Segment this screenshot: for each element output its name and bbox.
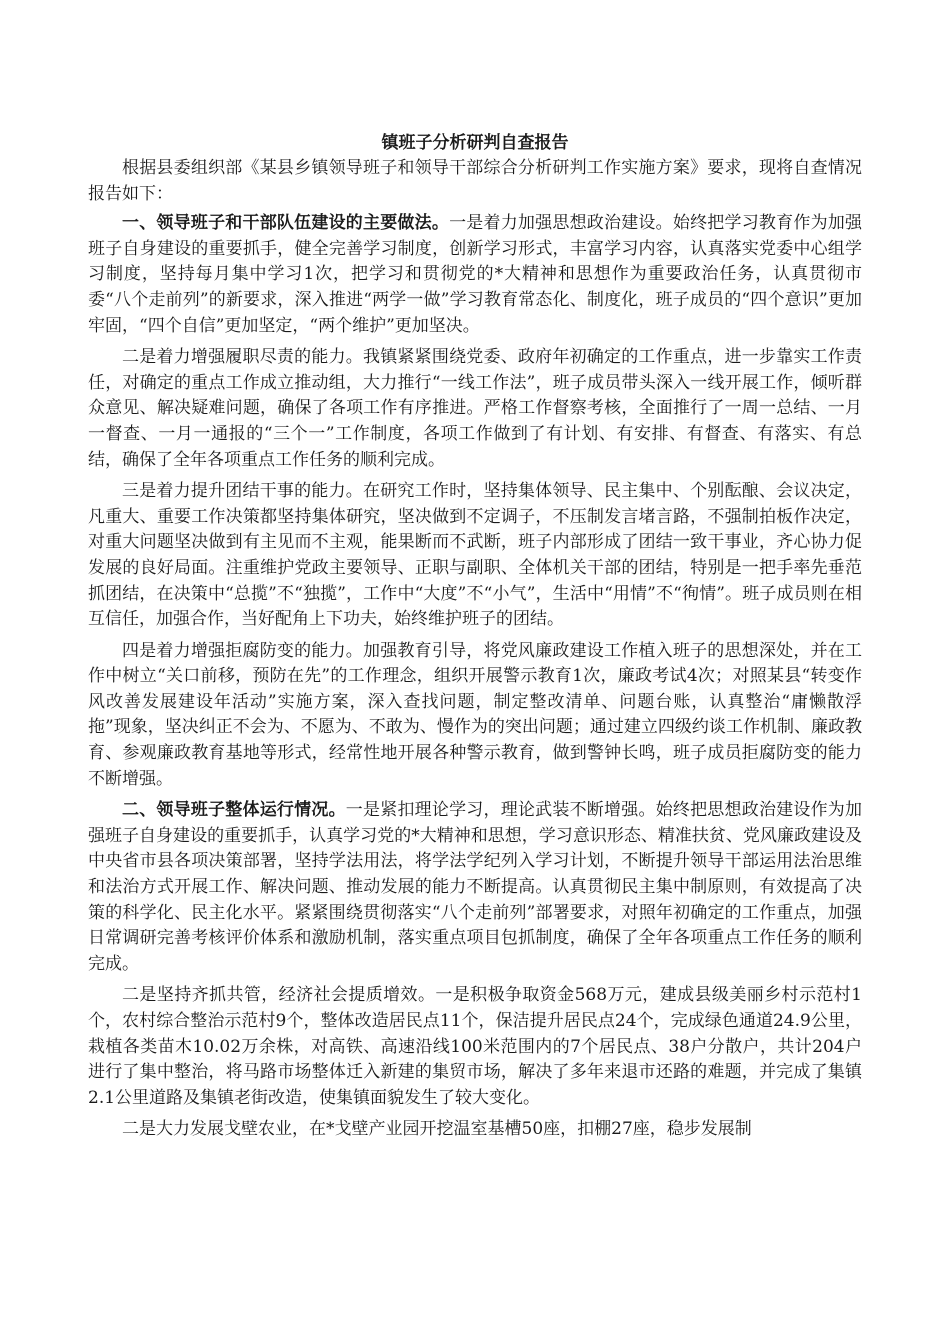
document-body bbox=[88, 130, 862, 1149]
section2-p1-text: 一是紧扣理论学习，理论武装不断增强。始终把思想政治建设作为加强班子自身建设的重要抓手，认真学习党的*大精神和思想，学习意识形态、精准扶贫、党风廉政建设及中央省市县各项决策部署，坚持学法用法，将学法学纪列入学习计划，不断提升领导干部运用法治思维和法治方式开展工作、解决问题、推动发展的能力不断提高。认真贯彻民主集中制原则，有效提高了决策的科学化、民主化水平。紧紧围绕贯彻落实“八个走前列”部署要求，对照年初确定的工作重点，加强日常调研完善考核评价体系和激励机制，落实重点项目包抓制度，确保了全年各项重点工作任务的顺利完成。 bbox=[88, 800, 863, 974]
section1-paragraph-1 bbox=[88, 211, 862, 339]
section1-p1-text: 一是着力加强思想政治建设。始终把学习教育作为加强班子自身建设的重要抓手，健全完善学习制度，创新学习形式，丰富学习内容，认真落实党委中心组学习制度，坚持每月集中学习1次，把学习和贯彻党的*大精神和思想作为重要政治任务，认真贯彻市委“八个走前列”的新要求，深入推进“两学一做”学习教育常态化、制度化，班子成员的“四个意识”更加牢固，“四个自信”更加坚定，“两个维护”更加坚决。 bbox=[88, 213, 863, 336]
section1-paragraph-4: 四是着力增强拒腐防变的能力。加强教育引导，将党风廉政建设工作植入班子的思想深处，并在工作中树立“关口前移，预防在先”的工作理念，组织开展警示教育1次，廉政考试4次；对照某县“转变作风改善发展建设年活动”实施方案，深入查找问题，制定整改清单、问题台账，认真整治“庸懒散浮拖”现象，坚决纠正不会为、不愿为、不敢为、慢作为的突出问题；通过建立四级约谈工作机制、廉政教育、参观廉政教育基地等形式，经常性地开展各种警示教育，做到警钟长鸣，班子成员拒腐防变的能力不断增强。 bbox=[88, 640, 862, 789]
section2-paragraph-1 bbox=[88, 798, 862, 977]
section2-paragraph-2: 二是坚持齐抓共管，经济社会提质增效。一是积极争取资金568万元，建成县级美丽乡村示范村1个，农村综合整治示范村9个，整体改造居民点11个，保洁提升居民点24个，完成绿色通道24.9公里，栽植各类苗木10.02万余株，对高铁、高速沿线100米范围内的7个居民点、38户分散户，共计204户进行了集中整治，将马路市场整体迁入新建的集贸市场，解决了多年来退市还路的难题，并完成了集镇2.1公里道路及集镇老街改造，使集镇面貌发生了较大变化。 bbox=[88, 985, 862, 1108]
document-title: 镇班子分析研判自查报告 bbox=[381, 133, 569, 153]
section1-heading: 一、领导班子和干部队伍建设的主要做法。 bbox=[122, 213, 450, 234]
section2-heading: 二、领导班子整体运行情况。 bbox=[122, 800, 346, 821]
section1-paragraph-3: 三是着力提升团结干事的能力。在研究工作时，坚持集体领导、民主集中、个别酝酿、会议决定，凡重大、重要工作决策都坚持集体研究，坚决做到不定调子，不压制发言堵言路，不强制拍板作决定，对重大问题坚决做到有主见而不主观，能果断而不武断，班子内部形成了团结一致干事业，齐心协力促发展的良好局面。注重维护党政主要领导、正职与副职、全体机关干部的团结，特别是一把手率先垂范抓团结，在决策中“总揽”不“独揽”，工作中“大度”不“小气”，生活中“用情”不“徇情”。班子成员则在相互信任，加强合作，当好配角上下功夫，始终维护班子的团结。 bbox=[88, 481, 862, 630]
section1-paragraph-2: 二是着力增强履职尽责的能力。我镇紧紧围绕党委、政府年初确定的工作重点，进一步靠实工作责任，对确定的重点工作成立推动组，大力推行“一线工作法”，班子成员带头深入一线开展工作，倾听群众意见、解决疑难问题，确保了各项工作有序推进。严格工作督察考核，全面推行了一周一总结、一月一督查、一月一通报的“三个一”工作制度，各项工作做到了有计划、有安排、有督查、有落实、有总结，确保了全年各项重点工作任务的顺利完成。 bbox=[88, 347, 862, 470]
intro-paragraph: 根据县委组织部《某县乡镇领导班子和领导干部综合分析研判工作实施方案》要求，现将自查情况报告如下： bbox=[88, 158, 862, 204]
section2-paragraph-3: 二是大力发展戈壁农业，在*戈壁产业园开挖温室基槽50座，扣棚27座，稳步发展制 bbox=[122, 1119, 752, 1140]
